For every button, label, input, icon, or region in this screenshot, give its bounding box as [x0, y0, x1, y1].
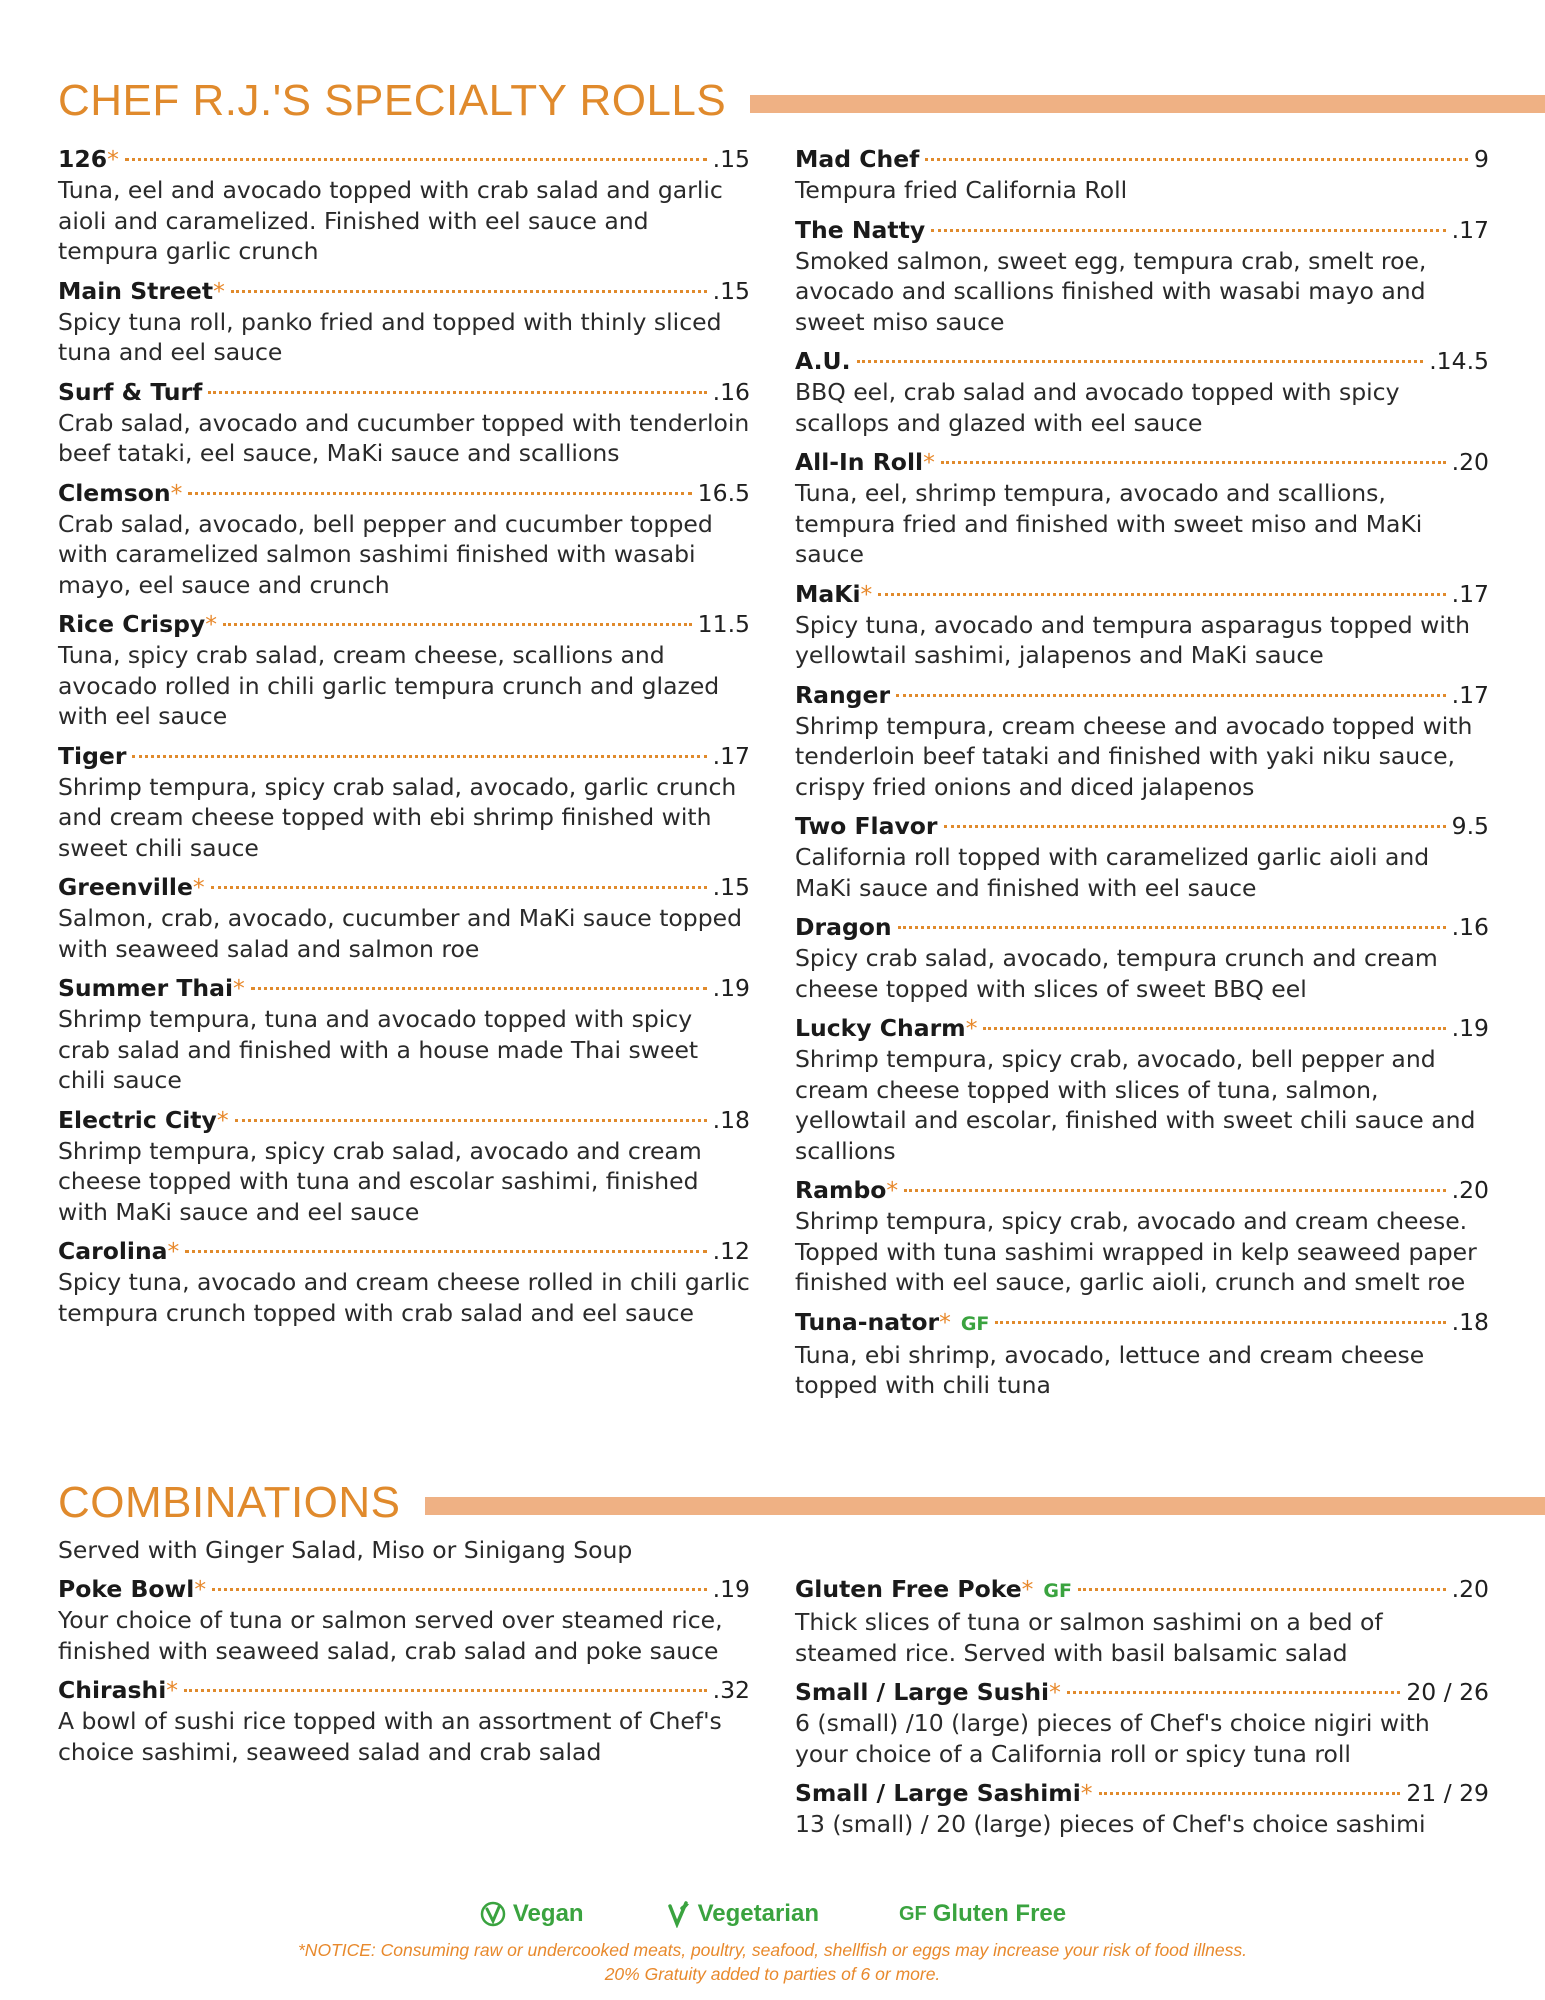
dot-leader: [925, 158, 1468, 161]
menu-item-description: Shrimp tempura, spicy crab salad, avocado, garlic crunch and cream cheese topped with ebi shrimp finished with sweet chili sauce: [58, 772, 737, 862]
menu-item: [795, 215, 1489, 338]
menu-item-name-text: Chirashi: [58, 1676, 167, 1704]
menu-item-name: [58, 1105, 229, 1136]
menu-item-name-text: Ranger: [795, 680, 891, 709]
menu-item-name: [795, 680, 890, 711]
dot-leader: [904, 1189, 1445, 1192]
menu-item-price: .16: [1451, 913, 1489, 941]
combinations-right-column: [795, 1574, 1489, 1849]
menu-item-price: .19: [1451, 1014, 1489, 1042]
combinations-header: [58, 1478, 1545, 1528]
menu-item-description: A bowl of sushi rice topped with an assortment of Chef's choice sashimi, seaweed salad and crab salad: [58, 1707, 722, 1766]
raw-notice-asterisk: *: [167, 1237, 180, 1265]
menu-item-header: [795, 346, 1489, 377]
menu-item-header: [795, 1013, 1489, 1044]
menu-item-price: .19: [712, 974, 750, 1002]
menu-item-name-text: Main Street: [58, 276, 214, 305]
raw-notice-asterisk: *: [1049, 1678, 1061, 1706]
menu-item: [795, 346, 1489, 438]
menu-item-name-text: Gluten Free Poke: [795, 1575, 1022, 1603]
dot-leader: [896, 694, 1446, 697]
menu-item: [795, 1778, 1489, 1840]
menu-item-price: .15: [712, 276, 750, 305]
menu-item-name: [58, 973, 245, 1004]
menu-item-name-text: Rice Crispy: [58, 610, 206, 638]
menu-item-description: Tuna, ebi shrimp, avocado, lettuce and cream cheese topped with chili tuna: [795, 1340, 1425, 1399]
raw-notice-asterisk: *: [166, 1676, 179, 1704]
menu-item: [58, 741, 750, 864]
vegetarian-leaf-icon: [664, 1900, 692, 1928]
menu-item-name: [58, 478, 182, 509]
menu-item-header: [58, 609, 750, 640]
menu-item: [58, 872, 750, 964]
menu-item: [795, 1574, 1489, 1668]
menu-item: [795, 1013, 1489, 1166]
menu-item-name-text: Small / Large Sashimi: [795, 1779, 1081, 1807]
menu-item-price: 11.5: [697, 610, 750, 638]
dot-leader: [188, 492, 691, 495]
raw-notice-asterisk: *: [213, 276, 225, 305]
menu-item-price: .15: [712, 145, 750, 173]
menu-item-header: [58, 144, 750, 175]
combinations-title: COMBINATIONS: [58, 1478, 401, 1527]
menu-item-name: [58, 1675, 178, 1706]
menu-item-description: Spicy tuna roll, panko fried and topped with thinly sliced tuna and eel sauce: [58, 307, 722, 366]
gratuity-notice: 20% Gratuity added to parties of 6 or more.: [604, 1964, 941, 1984]
menu-item-name-text: Two Flavor: [795, 812, 938, 840]
dot-leader: [898, 926, 1446, 929]
dot-leader: [208, 391, 706, 394]
menu-item-name-text: Lucky Charm: [795, 1014, 966, 1042]
menu-item-description: Your choice of tuna or salmon served over steamed rice, finished with seaweed salad, crab salad and poke sauce: [58, 1606, 723, 1665]
menu-item-description: BBQ eel, crab salad and avocado topped with spicy scallops and glazed with eel sauce: [795, 378, 1400, 437]
dot-leader: [944, 825, 1446, 828]
dot-leader: [983, 1027, 1445, 1030]
menu-item-header: [795, 811, 1489, 842]
menu-item-name: [58, 609, 217, 640]
menu-item-price: 16.5: [697, 478, 750, 507]
dot-leader: [185, 1250, 706, 1253]
menu-item-name-text: Rambo: [795, 1176, 887, 1204]
dot-leader: [1078, 1588, 1446, 1591]
menu-item-name: [58, 144, 119, 175]
menu-item: [58, 276, 750, 368]
menu-item-header: [58, 377, 750, 408]
menu-item-name-text: All-In Roll: [795, 448, 924, 476]
dot-leader: [231, 290, 707, 293]
menu-item-name: [795, 912, 892, 943]
menu-item-name-text: The Natty: [795, 215, 926, 244]
menu-item: [795, 811, 1489, 903]
menu-item-price: .32: [712, 1676, 750, 1704]
legend-vegetarian: [664, 1900, 819, 1928]
menu-item-name: [795, 1175, 898, 1206]
menu-item-name-text: Electric City: [58, 1105, 217, 1134]
menu-item-header: [795, 579, 1489, 610]
menu-item-price: .17: [1451, 579, 1489, 608]
dot-leader: [941, 461, 1446, 464]
raw-notice-asterisk: *: [233, 974, 245, 1002]
menu-item-price: .20: [1451, 1575, 1489, 1603]
menu-item-price: 9: [1474, 145, 1489, 173]
menu-item-name-text: Carolina: [58, 1237, 168, 1265]
diet-legend: [0, 1900, 1545, 1928]
menu-item-header: [58, 741, 750, 772]
menu-item-price: .17: [712, 741, 750, 770]
menu-item-name: [795, 1013, 977, 1044]
menu-item-name: [58, 276, 225, 307]
gluten-free-badge: GF: [960, 1312, 990, 1335]
menu-item-price: .17: [1451, 215, 1489, 244]
legend-vegan-label: Vegan: [512, 1900, 584, 1927]
menu-item-name-text: Tiger: [58, 741, 127, 770]
menu-item-name: [795, 1574, 1072, 1607]
dot-leader: [931, 229, 1445, 232]
menu-item-description: Tuna, eel and avocado topped with crab salad and garlic aioli and caramelized. Finished with eel sauce and tempura garlic crunch: [58, 176, 723, 265]
menu-item-description: Tuna, eel, shrimp tempura, avocado and scallions, tempura fried and finished with sweet miso and MaKi sauce: [795, 479, 1423, 568]
combinations-subtitle: Served with Ginger Salad, Miso or Sinigang Soup: [58, 1536, 633, 1564]
menu-item-name: [795, 1778, 1093, 1809]
dot-leader: [251, 987, 707, 990]
menu-item-name-text: 126: [58, 145, 108, 173]
menu-item-description: Shrimp tempura, tuna and avocado topped with spicy crab salad and finished with a house made Thai sweet chili sauce: [58, 1005, 699, 1094]
menu-item-name-text: Clemson: [58, 478, 171, 507]
menu-item-price: .12: [712, 1237, 750, 1265]
menu-item: [795, 1175, 1489, 1298]
menu-item-name-text: Summer Thai: [58, 974, 234, 1002]
menu-item: [795, 144, 1489, 206]
menu-item-price: .16: [712, 377, 750, 406]
dot-leader: [212, 1588, 707, 1591]
menu-item: [58, 144, 750, 267]
menu-item-header: [58, 973, 750, 1004]
menu-item-description: Shrimp tempura, spicy crab, avocado, bell pepper and cream cheese topped with slices of tuna, salmon, yellowtail and escolar, finished with sweet chili sauce and scallions: [795, 1045, 1476, 1165]
menu-item: [58, 973, 750, 1096]
section-divider-bar: [425, 1497, 1545, 1515]
raw-notice-asterisk: *: [939, 1307, 951, 1336]
menu-item-name-text: Surf & Turf: [58, 377, 203, 406]
menu-item-description: California roll topped with caramelized garlic aioli and MaKi sauce and finished with eel sauce: [795, 843, 1430, 902]
gluten-free-badge: GF: [1043, 1580, 1072, 1602]
menu-item-header: [58, 1236, 750, 1267]
menu-item-name-text: Greenville: [58, 873, 193, 901]
dot-leader: [132, 755, 706, 758]
dot-leader: [1099, 1792, 1401, 1795]
raw-notice-asterisk: *: [107, 145, 119, 173]
menu-item-description: Tuna, spicy crab salad, cream cheese, scallions and avocado rolled in chili garlic tempura crunch and glazed with eel sauce: [58, 641, 720, 730]
menu-item-description: Salmon, crab, avocado, cucumber and MaKi sauce topped with seaweed salad and salmon roe: [58, 904, 743, 963]
menu-item-name-text: Tuna-nator: [795, 1307, 940, 1336]
menu-item-name-text: Dragon: [795, 913, 892, 941]
menu-item: [58, 1574, 750, 1666]
menu-item-name: [795, 1307, 989, 1340]
menu-item: [795, 1307, 1489, 1401]
menu-item-name-text: Mad Chef: [795, 145, 920, 173]
menu-item: [795, 447, 1489, 570]
dot-leader: [857, 360, 1424, 363]
raw-notice-asterisk: *: [1021, 1575, 1034, 1603]
menu-item-header: [795, 1778, 1489, 1809]
menu-item-price: 9.5: [1451, 812, 1489, 840]
menu-item-price: .15: [712, 873, 750, 901]
menu-item: [58, 377, 750, 469]
menu-item-name: [58, 741, 126, 772]
dot-leader: [1067, 1691, 1400, 1694]
menu-item-description: Thick slices of tuna or salmon sashimi on a bed of steamed rice. Served with basil balsamic salad: [795, 1608, 1383, 1667]
menu-item: [58, 609, 750, 732]
menu-item-description: Spicy tuna, avocado and tempura asparagus topped with yellowtail sashimi, jalapenos and MaKi sauce: [795, 610, 1471, 669]
dot-leader: [235, 1119, 707, 1122]
menu-item-name: [795, 144, 919, 175]
specialty-header: [58, 76, 1545, 126]
health-notice: *NOTICE: Consuming raw or undercooked meats, poultry, seafood, shellfish or eggs may increase your risk of food illness.: [298, 1940, 1247, 1960]
menu-item-header: [795, 1307, 1489, 1340]
menu-item-header: [795, 447, 1489, 478]
menu-item: [795, 912, 1489, 1004]
menu-item-description: Shrimp tempura, spicy crab, avocado and cream cheese. Topped with tuna sashimi wrapped in kelp seaweed paper finished with eel sauce, garlic aioli, crunch and smelt roe: [795, 1207, 1477, 1296]
raw-notice-asterisk: *: [205, 610, 217, 638]
menu-item-header: [795, 912, 1489, 943]
menu-item-price: .17: [1451, 680, 1489, 709]
specialty-title: CHEF R.J.'S SPECIALTY ROLLS: [58, 76, 727, 125]
menu-item-price: .19: [712, 1575, 750, 1603]
menu-item-price: .14.5: [1429, 347, 1489, 375]
menu-item-name: [58, 1574, 206, 1605]
menu-item-name: [795, 215, 925, 246]
raw-notice-asterisk: *: [886, 1176, 899, 1204]
raw-notice-asterisk: *: [860, 579, 873, 608]
raw-notice-asterisk: *: [194, 1575, 207, 1603]
dot-leader: [223, 623, 692, 626]
menu-item-description: 6 (small) /10 (large) pieces of Chef's choice nigiri with your choice of a California roll or spicy tuna roll: [795, 1709, 1430, 1768]
menu-item: [795, 680, 1489, 803]
menu-item-price: 21 / 29: [1406, 1779, 1489, 1807]
menu-item-name: [58, 872, 205, 903]
menu-item-price: .18: [1451, 1307, 1489, 1336]
dot-leader: [125, 158, 707, 161]
menu-item-description: Smoked salmon, sweet egg, tempura crab, smelt roe, avocado and scallions finished with wasabi mayo and sweet miso sauce: [795, 246, 1427, 336]
menu-item-description: Crab salad, avocado and cucumber topped with tenderloin beef tataki, eel sauce, MaKi sauce and scallions: [58, 408, 750, 467]
dot-leader: [995, 1321, 1445, 1324]
menu-item-name: [58, 377, 202, 408]
menu-item-header: [58, 478, 750, 509]
raw-notice-asterisk: *: [170, 478, 183, 507]
menu-item: [58, 478, 750, 601]
raw-notice-asterisk: *: [1080, 1779, 1093, 1807]
menu-item-name: [58, 1236, 179, 1267]
menu-item: [795, 1677, 1489, 1769]
section-divider-bar: [750, 95, 1545, 113]
menu-item-header: [795, 1574, 1489, 1607]
raw-notice-asterisk: *: [216, 1105, 229, 1134]
menu-item-name-text: Poke Bowl: [58, 1575, 195, 1603]
combinations-left-column: [58, 1574, 750, 1776]
menu-item-name-text: MaKi: [795, 579, 861, 608]
specialty-right-column: [795, 144, 1489, 1410]
menu-item-price: .20: [1451, 1176, 1489, 1204]
menu-item-header: [58, 1105, 750, 1136]
menu-item-description: Tempura fried California Roll: [795, 176, 1128, 204]
menu-item-header: [58, 872, 750, 903]
raw-notice-asterisk: *: [965, 1014, 978, 1042]
menu-item: [58, 1675, 750, 1767]
menu-item-price: .20: [1451, 448, 1489, 476]
menu-item-name: [795, 1677, 1061, 1708]
menu-item-name-text: Small / Large Sushi: [795, 1678, 1050, 1706]
menu-item-header: [795, 680, 1489, 711]
menu-item-description: Shrimp tempura, spicy crab salad, avocado and cream cheese topped with tuna and escolar sashimi, finished with MaKi sauce and eel sauce: [58, 1136, 702, 1226]
menu-item-description: Spicy tuna, avocado and cream cheese rolled in chili garlic tempura crunch topped with crab salad and eel sauce: [58, 1268, 750, 1327]
menu-item-description: Shrimp tempura, cream cheese and avocado topped with tenderloin beef tataki and finished with yaki niku sauce, crispy fried onions and diced jalapenos: [795, 711, 1473, 801]
menu-item-name-text: A.U.: [795, 347, 851, 375]
menu-item-name: [795, 811, 938, 842]
menu-item-price: .18: [712, 1105, 750, 1134]
menu-item-header: [58, 1574, 750, 1605]
menu-item-name: [795, 447, 935, 478]
raw-notice-asterisk: *: [192, 873, 205, 901]
legend-vegetarian-label: Vegetarian: [697, 1900, 819, 1927]
legend-gluten-free-label: Gluten Free: [932, 1900, 1067, 1927]
menu-item-header: [795, 1175, 1489, 1206]
menu-item-header: [58, 1675, 750, 1706]
menu-item-header: [795, 1677, 1489, 1708]
menu-item-header: [795, 215, 1489, 246]
legend-gluten-free: [899, 1900, 1066, 1928]
menu-item-name: [795, 579, 872, 610]
menu-item-description: 13 (small) / 20 (large) pieces of Chef's choice sashimi: [795, 1810, 1426, 1838]
menu-item-description: Spicy crab salad, avocado, tempura crunch and cream cheese topped with slices of sweet BBQ eel: [795, 944, 1438, 1003]
dot-leader: [878, 593, 1445, 596]
menu-item-header: [795, 144, 1489, 175]
legend-vegan: [479, 1900, 584, 1928]
menu-item: [58, 1105, 750, 1228]
raw-notice-asterisk: *: [923, 448, 935, 476]
menu-item: [58, 1236, 750, 1328]
menu-item-header: [58, 276, 750, 307]
vegan-leaf-icon: [479, 1900, 507, 1928]
menu-item: [795, 579, 1489, 671]
legend-gf-mark: GF: [898, 1902, 927, 1925]
menu-item-description: Crab salad, avocado, bell pepper and cucumber topped with caramelized salmon sashimi finished with wasabi mayo, eel sauce and crunch: [58, 509, 713, 599]
menu-item-price: 20 / 26: [1406, 1678, 1489, 1706]
specialty-left-column: [58, 144, 750, 1337]
dot-leader: [184, 1689, 707, 1692]
menu-item-name: [795, 346, 851, 377]
dot-leader: [211, 886, 707, 889]
